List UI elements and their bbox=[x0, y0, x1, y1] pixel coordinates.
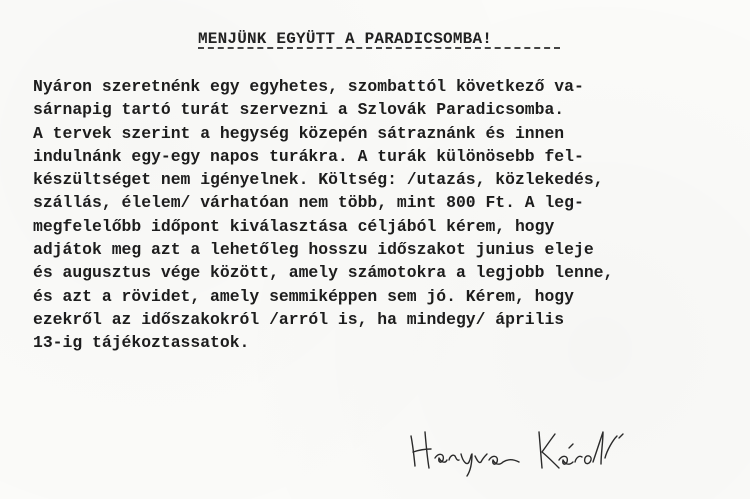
body-line: ezekről az időszakokról /arról is, ha mindegy/ április bbox=[33, 309, 565, 329]
body-line: Nyáron szeretnénk egy egyhetes, szombattól következő va- bbox=[33, 77, 584, 96]
handwritten-signature bbox=[405, 418, 645, 478]
body-line: készültséget nem igényelnek. Költség: /utazás, közlekedés, bbox=[33, 170, 604, 190]
body-line: A tervek szerint a hegység közepén sátraznánk és innen bbox=[33, 123, 565, 143]
body-line: sárnapig tartó turát szervezni a Szlovák Paradicsomba. bbox=[33, 100, 565, 120]
body-line: és augusztus vége között, amely számotokra a legjobb lenne, bbox=[33, 263, 614, 283]
body-line: és azt a rövidet, amely semmiképpen sem jó. Kérem, hogy bbox=[33, 286, 574, 306]
body-line: indulnánk egy-egy napos turákra. A turák különösebb fel- bbox=[33, 146, 584, 166]
body-line: megfelelőbb időpont kiválasztása céljából kérem, hogy bbox=[33, 216, 555, 236]
body-line: szállás, élelem/ várhatóan nem több, mint 800 Ft. A leg- bbox=[33, 193, 584, 213]
document-title: MENJÜNK EGYÜTT A PARADICSOMBA! bbox=[198, 30, 493, 48]
document-body bbox=[33, 75, 723, 355]
body-line: adjátok meg azt a lehetőleg hosszu időszakot junius eleje bbox=[33, 240, 594, 260]
body-line: 13-ig tájékoztassatok. bbox=[33, 333, 250, 353]
title-underline bbox=[198, 47, 560, 49]
